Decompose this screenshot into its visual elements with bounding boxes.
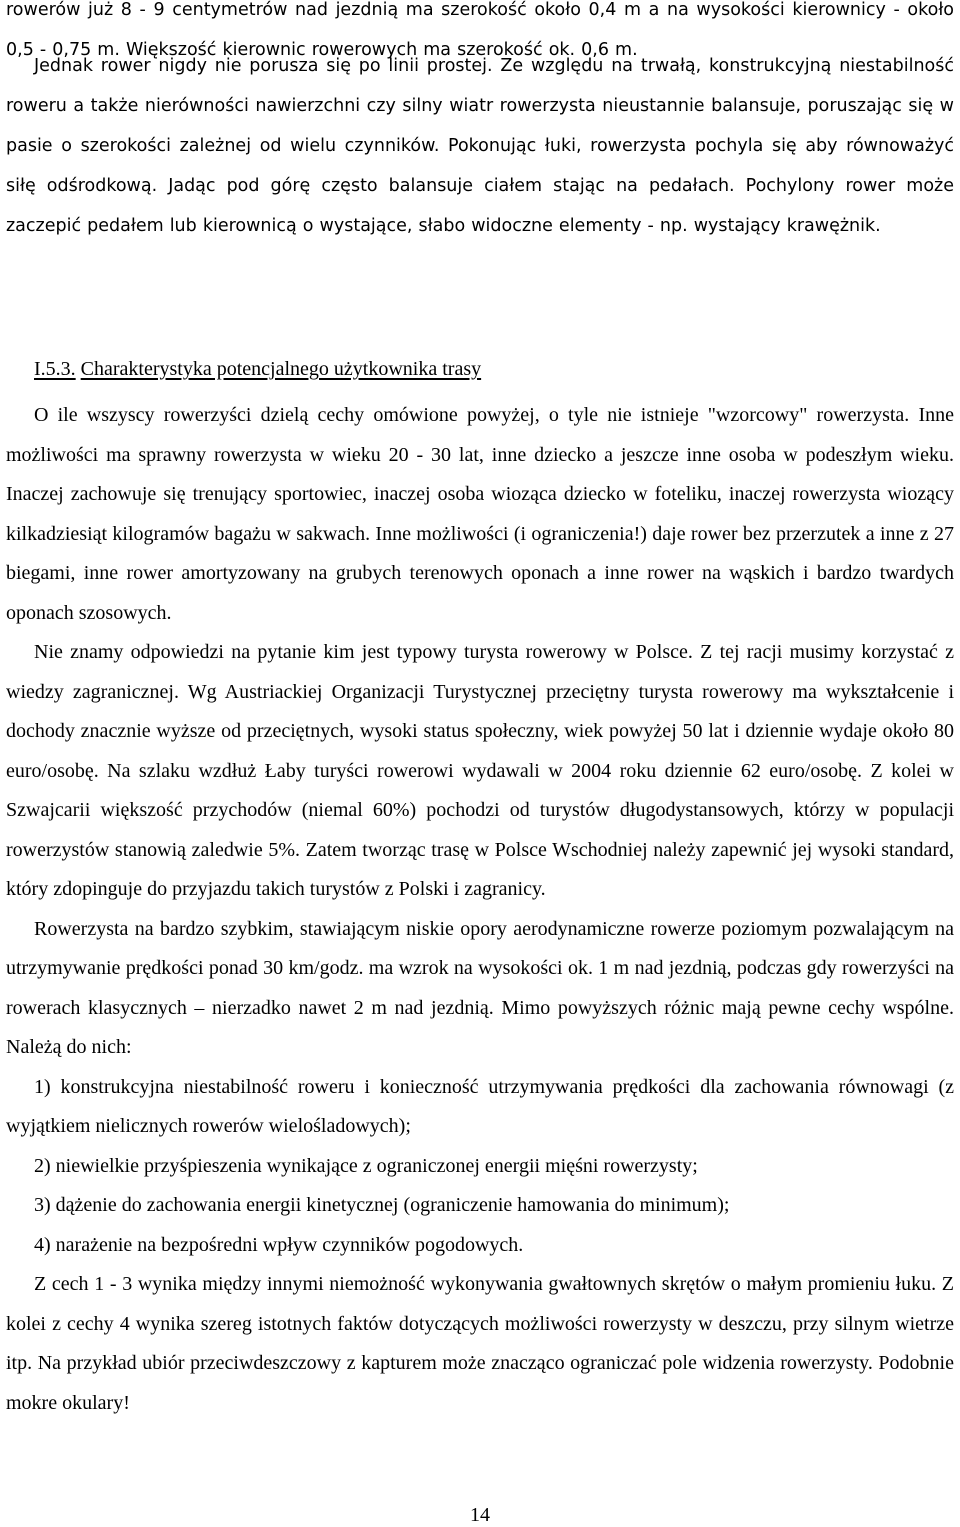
list-item: 3) dążenie do zachowania energii kinetycznej (ograniczenie hamowania do minimum);	[34, 1194, 730, 1216]
page-number: 14	[470, 1504, 490, 1526]
section-heading	[6, 349, 954, 389]
paragraph-balance: Jednak rower nigdy nie porusza się po linii prostej. Ze względu na trwałą, konstrukcyjną niestabilność roweru a także nierówności nawierzchni czy silny wiatr rowerzysta nieustannie balansuje, poruszając się w pasie o szerokości zależnej od wielu czynników. Pokonując łuki, rowerzysta pochyla się aby równoważyć siłę odśrodkową. Jadąc pod górę często balansuje ciałem stając na pedałach. Pochylony rower może zaczepić pedałem lub kierownicą o wystające, słabo widoczne elementy - np. wystający krawężnik.	[6, 56, 954, 236]
list-item: 1) konstrukcyjna niestabilność roweru i konieczność utrzymywania prędkości dla zachowania równowagi (z wyjątkiem nielicznych rowerów wielośladowych);	[6, 1075, 954, 1137]
paragraph-user-types: O ile wszyscy rowerzyści dzielą cechy omówione powyżej, o tyle nie istnieje "wzorcowy" rowerzysta. Inne możliwości ma sprawny rowerzysta w wieku 20 - 30 lat, inne dziecko a jeszcze inne osoba w podeszłym wieku. Inaczej zachowuje się trenujący sportowiec, inaczej osoba wioząca dziecko w foteliku, inaczej rowerzysta wiozący kilkadziesiąt kilogramów bagażu w sakwach. Inne możliwości (i ograniczenia!) daje rower bez przerzutek a inne z 27 biegami, inne rower amortyzowany na grubych terenowych oponach a inne rower na wąskich i bardzo twardych oponach szosowych.	[6, 404, 954, 624]
list-item: 2) niewielkie przyśpieszenia wynikające z ograniczonej energii mięśni rowerzysty;	[34, 1154, 698, 1177]
section-number: I.5.3.	[34, 358, 76, 380]
paragraph-recumbent: Rowerzysta na bardzo szybkim, stawiającym niskie opory aerodynamiczne rowerze poziomym pozwalającym na utrzymywanie prędkości ponad 30 km/godz. ma wzrok na wysokości ok. 1 m nad jezdnią, podczas gdy rowerzyści na rowerach klasycznych – nierzadko nawet 2 m nad jezdnią. Mimo powyższych różnic mają pewne cechy wspólne. Należą do nich:	[6, 917, 954, 1058]
paragraph-typical-tourist: Nie znamy odpowiedzi na pytanie kim jest typowy turysta rowerowy w Polsce. Z tej racji musimy korzystać z wiedzy zagranicznej. Wg Austriackiej Organizacji Turystycznej przeciętny turysta rowerowy ma wykształcenie i dochody znacznie wyższe od przeciętnych, wysoki status społeczny, wiek powyżej 50 lat i dziennie wydaje około 80 euro/osobę. Na szlaku wzdłuż Łaby turyści rowerowi wydawali w 2004 roku dziennie 62 euro/osobę. Z kolei w Szwajcarii większość przychodów (niemal 60%) pochodzi od turystów długodystansowych, którzy w populacji rowerzystów stanowią zaledwie 5%. Zatem tworząc trasę w Polsce Wschodniej należy zapewnić jej wysoki standard, który zdopinguje do przyjazdu takich turystów z Polski i zagranicy.	[6, 641, 954, 900]
paragraph-intro-continued: rowerów już 8 - 9 centymetrów nad jezdnią ma szerokość około 0,4 m a na wysokości kierownicy - około 0,5 - 0,75 m. Większość kierownic rowerowych ma szerokość ok. 0,6 m.	[6, 0, 954, 60]
document-page	[6, 0, 954, 1525]
section-title: Charakterystyka potencjalnego użytkownika trasy	[80, 358, 482, 380]
list-item: 4) narażenie na bezpośredni wpływ czynników pogodowych.	[34, 1233, 524, 1256]
paragraph-closing: Z cech 1 - 3 wynika między innymi niemożność wykonywania gwałtownych skrętów o małym promieniu łuku. Z kolei z cechy 4 wynika szereg istotnych faktów dotyczących możliwości rowerzysty w deszczu, przy silnym wietrze itp. Na przykład ubiór przeciwdeszczowy z kapturem może znacząco ograniczać pole widzenia rowerzysty. Podobnie mokre okulary!	[6, 1273, 954, 1414]
body-text	[6, 396, 954, 1423]
